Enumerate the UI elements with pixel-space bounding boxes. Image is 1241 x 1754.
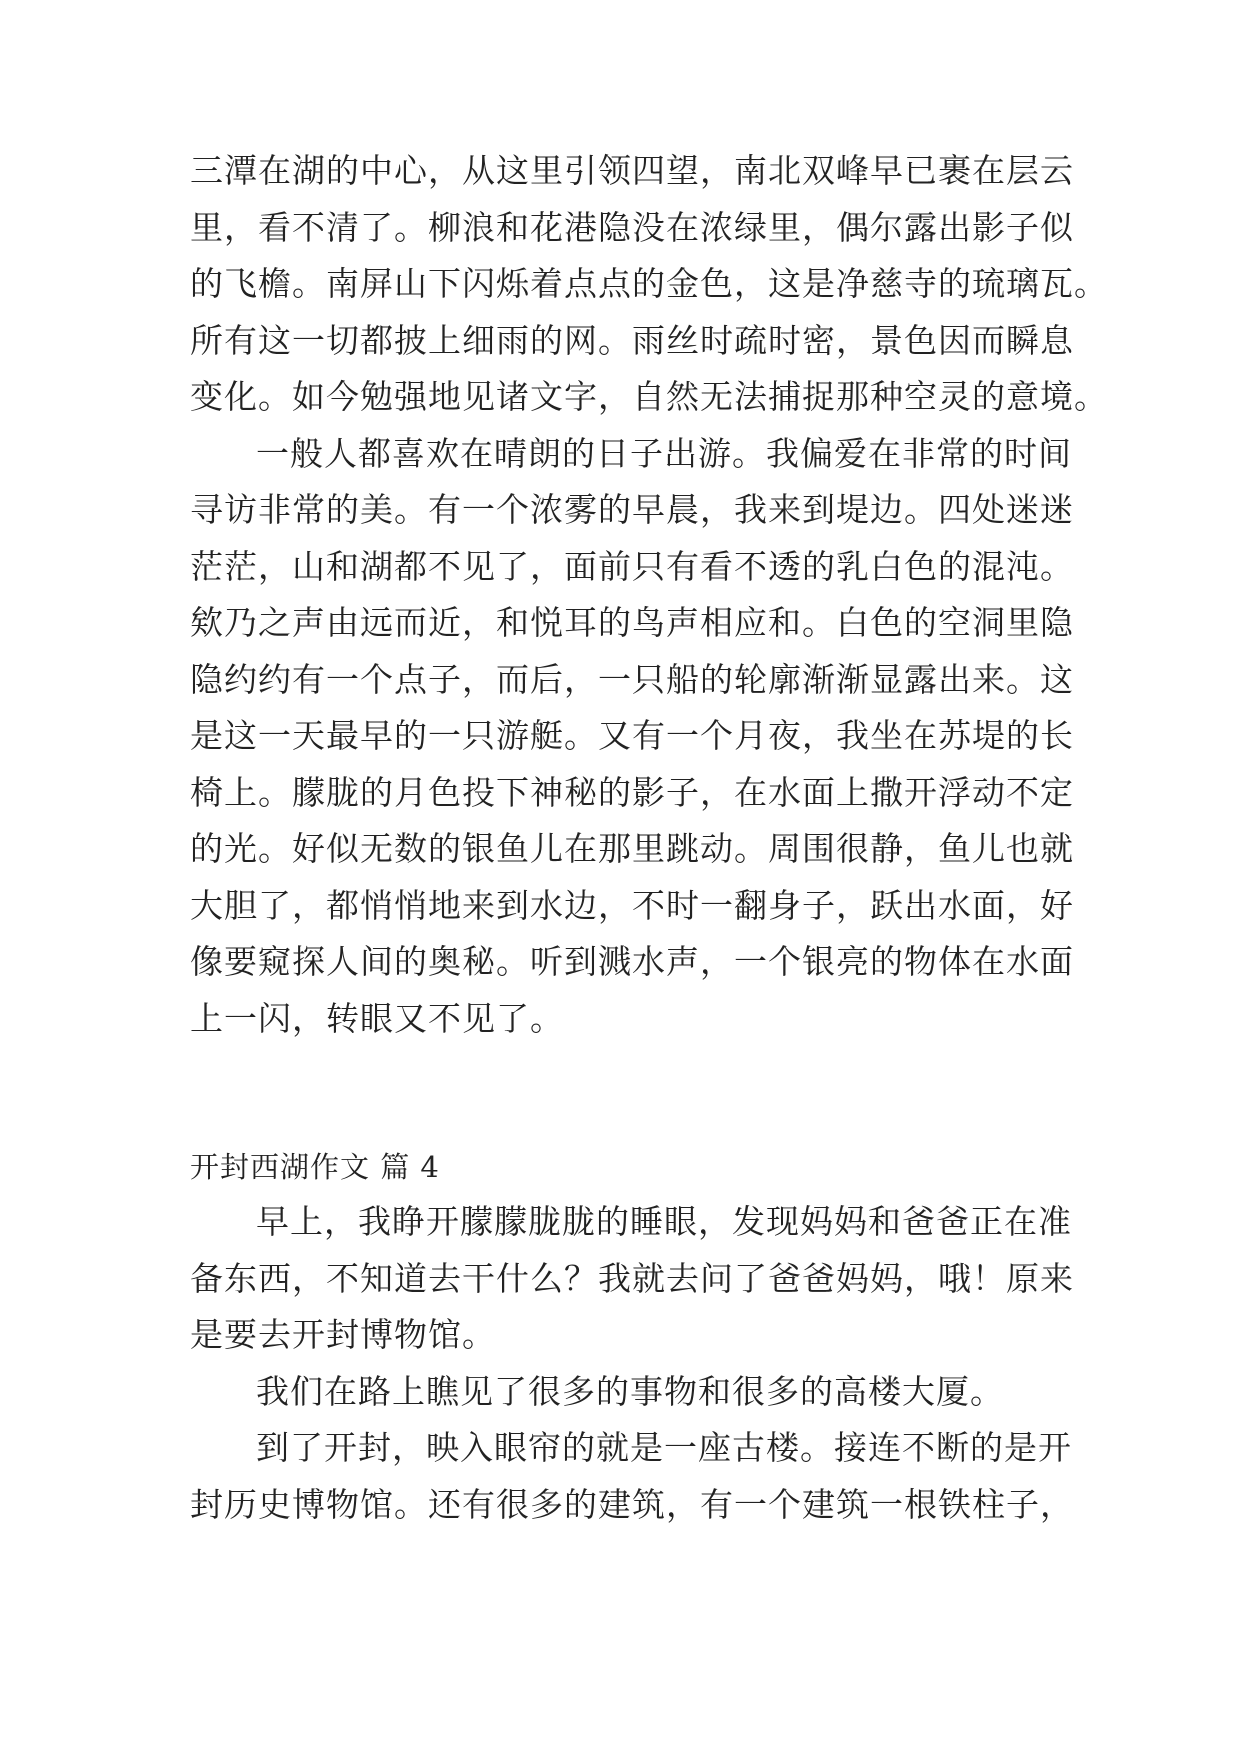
section-heading-block xyxy=(190,1147,1050,1187)
paragraph-first-line: 早上，我睁开朦朦胧胧的睡眼，发现妈妈和爸爸正在准 xyxy=(256,1202,1072,1241)
text-line: 里，看不清了。柳浪和花港隐没在浓绿里，偶尔露出影子似 xyxy=(190,207,1074,247)
paragraph-first-line: 我们在路上瞧见了很多的事物和很多的高楼大厦。 xyxy=(256,1371,1004,1411)
text-line: 隐约约有一个点子，而后，一只船的轮廓渐渐显露出来。这 xyxy=(190,659,1074,699)
essay-body-section-2 xyxy=(190,1194,1074,1533)
text-line: 寻访非常的美。有一个浓雾的早晨，我来到堤边。四处迷迷 xyxy=(190,490,1074,529)
paragraph-first-line: 一般人都喜欢在晴朗的日子出游。我偏爱在非常的时间 xyxy=(256,433,1072,473)
section-title: 开封西湖作文 篇 4 xyxy=(190,1150,440,1184)
text-line: 是要去开封博物馆。 xyxy=(190,1315,496,1354)
text-line: 三潭在湖的中心，从这里引领四望，南北双峰早已裹在层云 xyxy=(190,151,1074,190)
text-line: 大胆了，都悄悄地来到水边，不时一翻身子，跃出水面，好 xyxy=(190,885,1074,925)
text-line: 像要窥探人间的奥秘。听到溅水声，一个银亮的物体在水面 xyxy=(190,942,1074,981)
text-line: 是这一天最早的一只游艇。又有一个月夜，我坐在苏堤的长 xyxy=(190,716,1074,755)
text-line: 变化。如今勉强地见诸文字，自然无法捕捉那种空灵的意境。 xyxy=(190,377,1108,416)
essay-body-section-1 xyxy=(190,143,1108,1047)
text-line: 的飞檐。南屏山下闪烁着点点的金色，这是净慈寺的琉璃瓦。 xyxy=(190,264,1108,303)
text-line: 上一闪，转眼又不见了。 xyxy=(190,998,564,1038)
text-line: 椅上。朦胧的月色投下神秘的影子，在水面上撒开浮动不定 xyxy=(190,772,1074,812)
text-line: 的光。好似无数的银鱼儿在那里跳动。周围很静，鱼儿也就 xyxy=(190,829,1074,868)
text-line: 封历史博物馆。还有很多的建筑，有一个建筑一根铁柱子， xyxy=(190,1484,1074,1524)
text-line: 所有这一切都披上细雨的网。雨丝时疏时密，景色因而瞬息 xyxy=(190,320,1074,360)
text-line: 欸乃之声由远而近，和悦耳的鸟声相应和。白色的空洞里隐 xyxy=(190,603,1074,642)
paragraph-first-line: 到了开封，映入眼帘的就是一座古楼。接连不断的是开 xyxy=(256,1428,1072,1467)
text-line: 备东西，不知道去干什么？我就去问了爸爸妈妈，哦！原来 xyxy=(190,1258,1074,1298)
text-line: 茫茫，山和湖都不见了，面前只有看不透的乳白色的混沌。 xyxy=(190,546,1074,586)
